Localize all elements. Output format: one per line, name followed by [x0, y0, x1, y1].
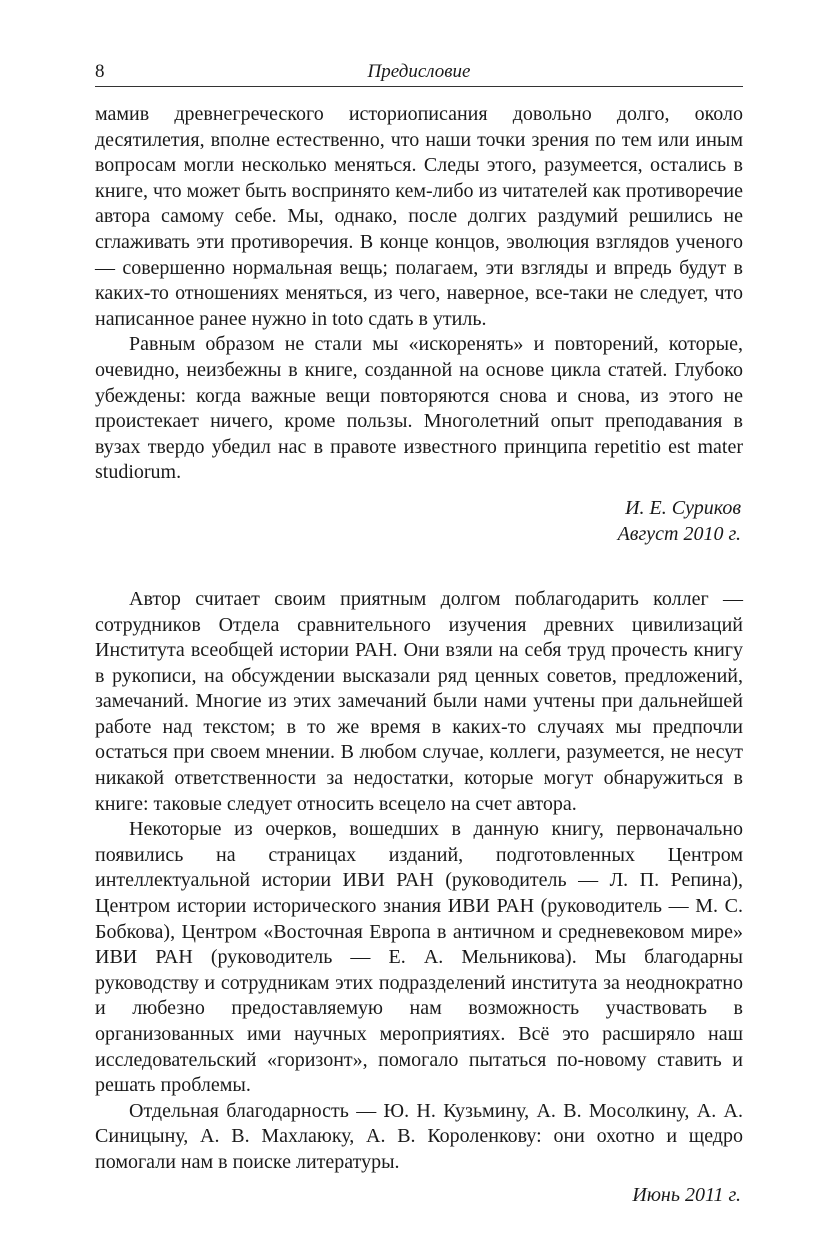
page-number: 8 [95, 61, 105, 82]
closing-date: Июнь 2011 г. [632, 1183, 741, 1206]
paragraph-acknowledgment-centers: Некоторые из очерков, вошедших в данную книгу, первоначально появились на страницах изданий, подготовленных Центром интеллектуальной истории ИВИ РАН (руководитель — Л. П. Репина), Центром истории исторического знания ИВИ РАН (руководитель — М. С. Бобкова), Центром «Восточная Европа в античном и средневековом мире» ИВИ РАН (руководитель — Е. А. Мельникова). Мы благодарны руководству и сотрудникам этих подразделений института за неоднократно и любезно предоставляемую нам возможность участвовать в организованных ими научных мероприятиях. Всё это расширяло наш исследовательский «горизонт», помогало пытаться по-новому ставить и решать проблемы. [95, 818, 743, 1097]
author-signature: И. Е. Суриков [625, 496, 741, 519]
paragraph-continued: мамив древнегреческого историописания довольно долго, около десятилетия, вполне естественно, что наши точки зрения по тем или иным вопросам могли несколько меняться. Следы этого, разумеется, остались в книге, что может быть воспринято кем-либо из читателей как противоречие автора самому себе. Мы, однако, после долгих раздумий решились не сглаживать эти противоречия. В конце концов, эволюция взглядов ученого — совершенно нормальная вещь; полагаем, эти взгляды и впредь будут в каких-то отношениях меняться, из чего, наверное, все-таки не следует, что написанное ранее нужно in toto сдать в утиль. [95, 103, 743, 330]
paragraph-repetitions: Равным образом не стали мы «искоренять» и повторений, которые, очевидно, неизбежны в книге, созданной на основе цикла статей. Глубоко убеждены: когда важные вещи повторяются снова и снова, из этого не проистекает ничего, кроме пользы. Многолетний опыт преподавания в вузах твердо убедил нас в правоте известного принципа repetitio est mater studiorum. [95, 333, 743, 484]
running-header [95, 60, 743, 87]
signature-date: Август 2010 г. [617, 522, 741, 545]
signature-block [95, 495, 743, 547]
section-gap [95, 547, 743, 587]
preface-text [95, 102, 743, 1208]
paragraph-acknowledgment-individuals: Отдельная благодарность — Ю. Н. Кузьмину, А. В. Мосолкину, А. А. Синицыну, А. В. Махлаюку, А. В. Короленкову: они охотно и щедро помогали нам в поиске литературы. [95, 1099, 743, 1173]
header-title: Предисловие [367, 61, 471, 82]
book-page [95, 60, 743, 1208]
paragraph-acknowledgment-colleagues: Автор считает своим приятным долгом поблагодарить коллег — сотрудников Отдела сравнительного изучения древних цивилизаций Института всеобщей истории РАН. Они взяли на себя труд прочесть книгу в рукописи, на обсуждении высказали ряд ценных советов, предложений, замечаний. Многие из этих замечаний были нами учтены при дальнейшей работе над текстом; в то же время в каких-то случаях мы предпочли остаться при своем мнении. В любом случае, коллеги, разумеется, не несут никакой ответственности за недостатки, которые могут обнаружиться в книге: таковые следует относить всецело на счет автора. [95, 587, 743, 815]
